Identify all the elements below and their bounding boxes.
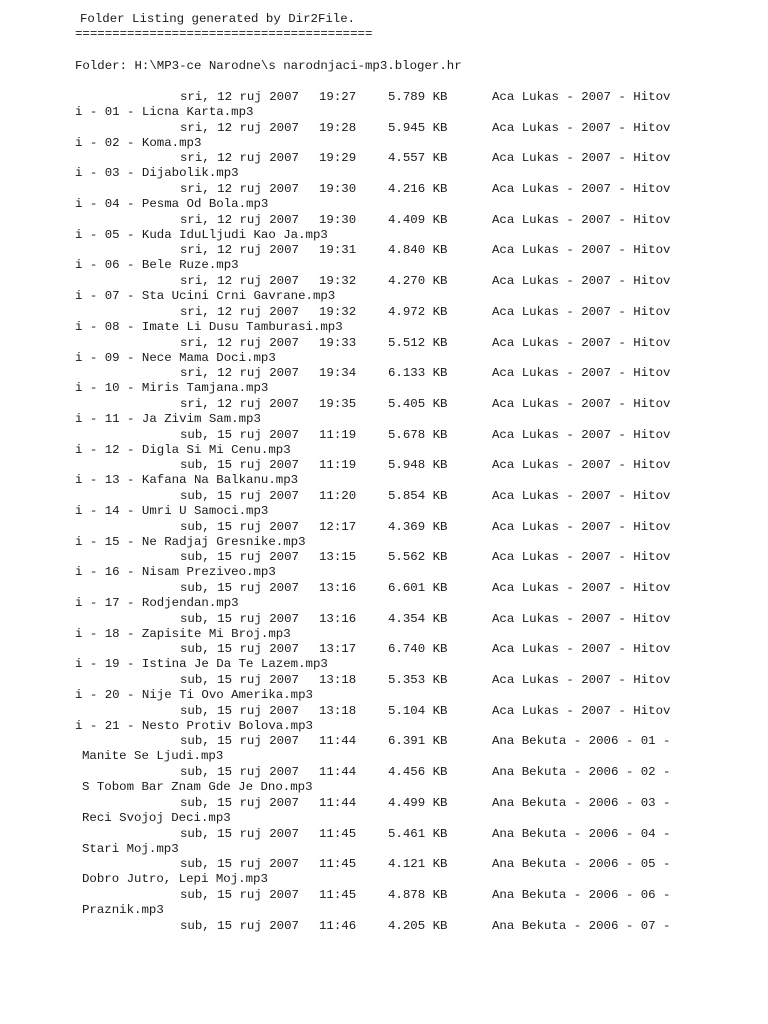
entry-date: sri, 12 ruj 2007: [180, 120, 299, 135]
entry-date: sub, 15 ruj 2007: [180, 550, 299, 565]
entry-size: 6.740 KB: [388, 642, 448, 657]
entry-filename-line1: Aca Lukas - 2007 - Hitov: [492, 458, 671, 473]
entry-time: 11:46: [319, 918, 357, 933]
file-entry: [0, 336, 768, 367]
file-entry: [0, 489, 768, 520]
entry-time: 11:45: [319, 887, 357, 902]
entry-date: sub, 15 ruj 2007: [180, 887, 299, 902]
file-entry: [0, 274, 768, 305]
entry-filename-line1: Aca Lukas - 2007 - Hitov: [492, 427, 671, 442]
entry-filename-line2: i - 13 - Kafana Na Balkanu.mp3: [75, 473, 299, 488]
entry-date: sub, 15 ruj 2007: [180, 611, 299, 626]
entry-size: 6.391 KB: [388, 734, 448, 749]
entry-size: 5.678 KB: [388, 427, 448, 442]
entry-time: 19:30: [319, 182, 357, 197]
file-entry: [0, 581, 768, 612]
entry-date: sri, 12 ruj 2007: [180, 212, 299, 227]
entry-filename-line1: Aca Lukas - 2007 - Hitov: [492, 304, 671, 319]
entry-size: 5.461 KB: [388, 826, 448, 841]
entry-filename-line2: i - 11 - Ja Zivim Sam.mp3: [75, 411, 261, 426]
entry-date: sub, 15 ruj 2007: [180, 734, 299, 749]
file-entry: [0, 857, 768, 888]
entry-filename-line2: i - 10 - Miris Tamjana.mp3: [75, 381, 269, 396]
entry-filename-line1: Aca Lukas - 2007 - Hitov: [492, 396, 671, 411]
file-entry: [0, 919, 768, 950]
entry-filename-line2: i - 21 - Nesto Protiv Bolova.mp3: [75, 718, 313, 733]
file-listing: [0, 90, 768, 949]
entry-time: 11:19: [319, 458, 357, 473]
entry-date: sub, 15 ruj 2007: [180, 642, 299, 657]
file-entry: [0, 796, 768, 827]
entry-size: 4.409 KB: [388, 212, 448, 227]
entry-size: 5.945 KB: [388, 120, 448, 135]
entry-time: 19:27: [319, 90, 357, 104]
entry-time: 11:19: [319, 427, 357, 442]
entry-date: sri, 12 ruj 2007: [180, 304, 299, 319]
entry-size: 4.121 KB: [388, 857, 448, 872]
entry-filename-line1: Aca Lukas - 2007 - Hitov: [492, 673, 671, 688]
title-underline: ========================================: [75, 27, 373, 41]
entry-filename-line1: Aca Lukas - 2007 - Hitov: [492, 519, 671, 534]
entry-size: 5.562 KB: [388, 550, 448, 565]
entry-size: 4.205 KB: [388, 918, 448, 933]
entry-filename-line1: Aca Lukas - 2007 - Hitov: [492, 212, 671, 227]
entry-filename-line2: i - 19 - Istina Je Da Te Lazem.mp3: [75, 657, 328, 672]
entry-filename-line2: i - 02 - Koma.mp3: [75, 135, 202, 150]
entry-date: sub, 15 ruj 2007: [180, 427, 299, 442]
entry-date: sri, 12 ruj 2007: [180, 335, 299, 350]
entry-size: 4.557 KB: [388, 151, 448, 166]
entry-date: sub, 15 ruj 2007: [180, 857, 299, 872]
entry-filename-line1: Aca Lukas - 2007 - Hitov: [492, 90, 671, 104]
entry-size: 5.948 KB: [388, 458, 448, 473]
file-entry: [0, 888, 768, 919]
entry-filename-line2: i - 06 - Bele Ruze.mp3: [75, 258, 239, 273]
entry-time: 11:45: [319, 826, 357, 841]
entry-size: 4.878 KB: [388, 887, 448, 902]
entry-filename-line2: i - 17 - Rodjendan.mp3: [75, 596, 239, 610]
entry-size: 5.854 KB: [388, 488, 448, 503]
entry-filename-line1: Aca Lukas - 2007 - Hitov: [492, 366, 671, 381]
file-entry: [0, 704, 768, 735]
entry-date: sri, 12 ruj 2007: [180, 90, 299, 104]
entry-filename-line1: Aca Lukas - 2007 - Hitov: [492, 151, 671, 166]
entry-filename-line2: i - 03 - Dijabolik.mp3: [75, 166, 239, 181]
entry-filename-line1: Ana Bekuta - 2006 - 01 -: [492, 734, 671, 749]
entry-filename-line1: Ana Bekuta - 2006 - 06 -: [492, 887, 671, 902]
entry-time: 11:44: [319, 765, 357, 780]
entry-filename-line2: i - 14 - Umri U Samoci.mp3: [75, 503, 269, 518]
entry-time: 19:33: [319, 335, 357, 350]
entry-size: 6.601 KB: [388, 581, 448, 595]
entry-filename-line2: i - 01 - Licna Karta.mp3: [75, 105, 254, 119]
entry-time: 19:34: [319, 366, 357, 381]
entry-filename-line2: Manite Se Ljudi.mp3: [82, 749, 224, 764]
entry-size: 4.270 KB: [388, 274, 448, 289]
entry-filename-line2: i - 09 - Nece Mama Doci.mp3: [75, 350, 276, 365]
entry-time: 12:17: [319, 519, 357, 534]
file-entry: [0, 243, 768, 274]
entry-date: sri, 12 ruj 2007: [180, 274, 299, 289]
entry-date: sub, 15 ruj 2007: [180, 826, 299, 841]
file-entry: [0, 121, 768, 152]
entry-size: 4.456 KB: [388, 765, 448, 780]
entry-filename-line1: Ana Bekuta - 2006 - 07 -: [492, 918, 671, 933]
entry-date: sub, 15 ruj 2007: [180, 519, 299, 534]
file-entry: [0, 213, 768, 244]
entry-time: 19:32: [319, 274, 357, 289]
entry-date: sub, 15 ruj 2007: [180, 581, 299, 595]
entry-date: sri, 12 ruj 2007: [180, 366, 299, 381]
entry-date: sri, 12 ruj 2007: [180, 182, 299, 197]
entry-date: sub, 15 ruj 2007: [180, 673, 299, 688]
entry-size: 5.789 KB: [388, 90, 448, 104]
file-entry: [0, 673, 768, 704]
entry-time: 11:20: [319, 488, 357, 503]
entry-time: 19:30: [319, 212, 357, 227]
entry-date: sub, 15 ruj 2007: [180, 488, 299, 503]
entry-size: 4.840 KB: [388, 243, 448, 258]
entry-filename-line1: Ana Bekuta - 2006 - 05 -: [492, 857, 671, 872]
entry-filename-line1: Aca Lukas - 2007 - Hitov: [492, 335, 671, 350]
entry-filename-line1: Aca Lukas - 2007 - Hitov: [492, 703, 671, 718]
file-entry: [0, 642, 768, 673]
file-entry: [0, 151, 768, 182]
entry-filename-line2: i - 05 - Kuda IduLljudi Kao Ja.mp3: [75, 227, 328, 242]
entry-time: 13:18: [319, 703, 357, 718]
entry-filename-line2: Stari Moj.mp3: [82, 841, 179, 856]
entry-filename-line1: Aca Lukas - 2007 - Hitov: [492, 642, 671, 657]
entry-date: sri, 12 ruj 2007: [180, 396, 299, 411]
entry-filename-line1: Ana Bekuta - 2006 - 03 -: [492, 795, 671, 810]
entry-time: 19:29: [319, 151, 357, 166]
entry-date: sub, 15 ruj 2007: [180, 795, 299, 810]
entry-date: sub, 15 ruj 2007: [180, 458, 299, 473]
entry-filename-line2: i - 16 - Nisam Preziveo.mp3: [75, 565, 276, 580]
entry-size: 4.216 KB: [388, 182, 448, 197]
entry-filename-line2: i - 20 - Nije Ti Ovo Amerika.mp3: [75, 688, 313, 703]
entry-filename-line2: i - 12 - Digla Si Mi Cenu.mp3: [75, 442, 291, 457]
entry-filename-line2: Reci Svojoj Deci.mp3: [82, 810, 231, 825]
entry-filename-line1: Aca Lukas - 2007 - Hitov: [492, 488, 671, 503]
file-entry: [0, 458, 768, 489]
entry-filename-line1: Ana Bekuta - 2006 - 04 -: [492, 826, 671, 841]
listing-title: Folder Listing generated by Dir2File.: [80, 12, 356, 26]
entry-size: 4.972 KB: [388, 304, 448, 319]
entry-filename-line1: Aca Lukas - 2007 - Hitov: [492, 611, 671, 626]
entry-filename-line2: i - 18 - Zapisite Mi Broj.mp3: [75, 626, 291, 641]
file-entry: [0, 734, 768, 765]
file-entry: [0, 182, 768, 213]
entry-size: 5.405 KB: [388, 396, 448, 411]
entry-size: 5.104 KB: [388, 703, 448, 718]
folder-path: Folder: H:\MP3-ce Narodne\s narodnjaci-mp3.bloger.hr: [75, 59, 462, 73]
entry-date: sub, 15 ruj 2007: [180, 765, 299, 780]
entry-size: 5.512 KB: [388, 335, 448, 350]
entry-filename-line1: Aca Lukas - 2007 - Hitov: [492, 581, 671, 595]
file-entry: [0, 397, 768, 428]
entry-filename-line1: Aca Lukas - 2007 - Hitov: [492, 182, 671, 197]
entry-time: 19:32: [319, 304, 357, 319]
file-entry: [0, 366, 768, 397]
entry-size: 5.353 KB: [388, 673, 448, 688]
entry-filename-line1: Ana Bekuta - 2006 - 02 -: [492, 765, 671, 780]
entry-size: 6.133 KB: [388, 366, 448, 381]
entry-time: 19:31: [319, 243, 357, 258]
file-entry: [0, 765, 768, 796]
entry-size: 4.369 KB: [388, 519, 448, 534]
entry-time: 11:44: [319, 795, 357, 810]
entry-size: 4.499 KB: [388, 795, 448, 810]
entry-size: 4.354 KB: [388, 611, 448, 626]
file-entry: [0, 305, 768, 336]
file-entry: [0, 428, 768, 459]
entry-filename-line2: Praznik.mp3: [82, 902, 164, 917]
file-entry: [0, 520, 768, 551]
entry-filename-line2: Dobro Jutro, Lepi Moj.mp3: [82, 872, 268, 887]
entry-time: 13:18: [319, 673, 357, 688]
entry-filename-line1: Aca Lukas - 2007 - Hitov: [492, 243, 671, 258]
entry-time: 19:28: [319, 120, 357, 135]
entry-time: 11:45: [319, 857, 357, 872]
entry-time: 19:35: [319, 396, 357, 411]
entry-filename-line2: i - 07 - Sta Ucini Crni Gavrane.mp3: [75, 289, 336, 304]
entry-filename-line1: Aca Lukas - 2007 - Hitov: [492, 550, 671, 565]
entry-time: 13:16: [319, 611, 357, 626]
entry-filename-line1: Aca Lukas - 2007 - Hitov: [492, 274, 671, 289]
entry-date: sri, 12 ruj 2007: [180, 151, 299, 166]
file-entry: [0, 90, 768, 121]
entry-filename-line2: S Tobom Bar Znam Gde Je Dno.mp3: [82, 780, 313, 795]
entry-filename-line1: Aca Lukas - 2007 - Hitov: [492, 120, 671, 135]
file-entry: [0, 550, 768, 581]
entry-time: 13:16: [319, 581, 357, 595]
entry-time: 13:15: [319, 550, 357, 565]
entry-date: sub, 15 ruj 2007: [180, 918, 299, 933]
entry-date: sri, 12 ruj 2007: [180, 243, 299, 258]
file-entry: [0, 827, 768, 858]
entry-date: sub, 15 ruj 2007: [180, 703, 299, 718]
file-entry: [0, 612, 768, 643]
entry-time: 11:44: [319, 734, 357, 749]
entry-filename-line2: i - 08 - Imate Li Dusu Tamburasi.mp3: [75, 319, 343, 334]
entry-time: 13:17: [319, 642, 357, 657]
entry-filename-line2: i - 04 - Pesma Od Bola.mp3: [75, 197, 269, 212]
entry-filename-line2: i - 15 - Ne Radjaj Gresnike.mp3: [75, 534, 306, 549]
